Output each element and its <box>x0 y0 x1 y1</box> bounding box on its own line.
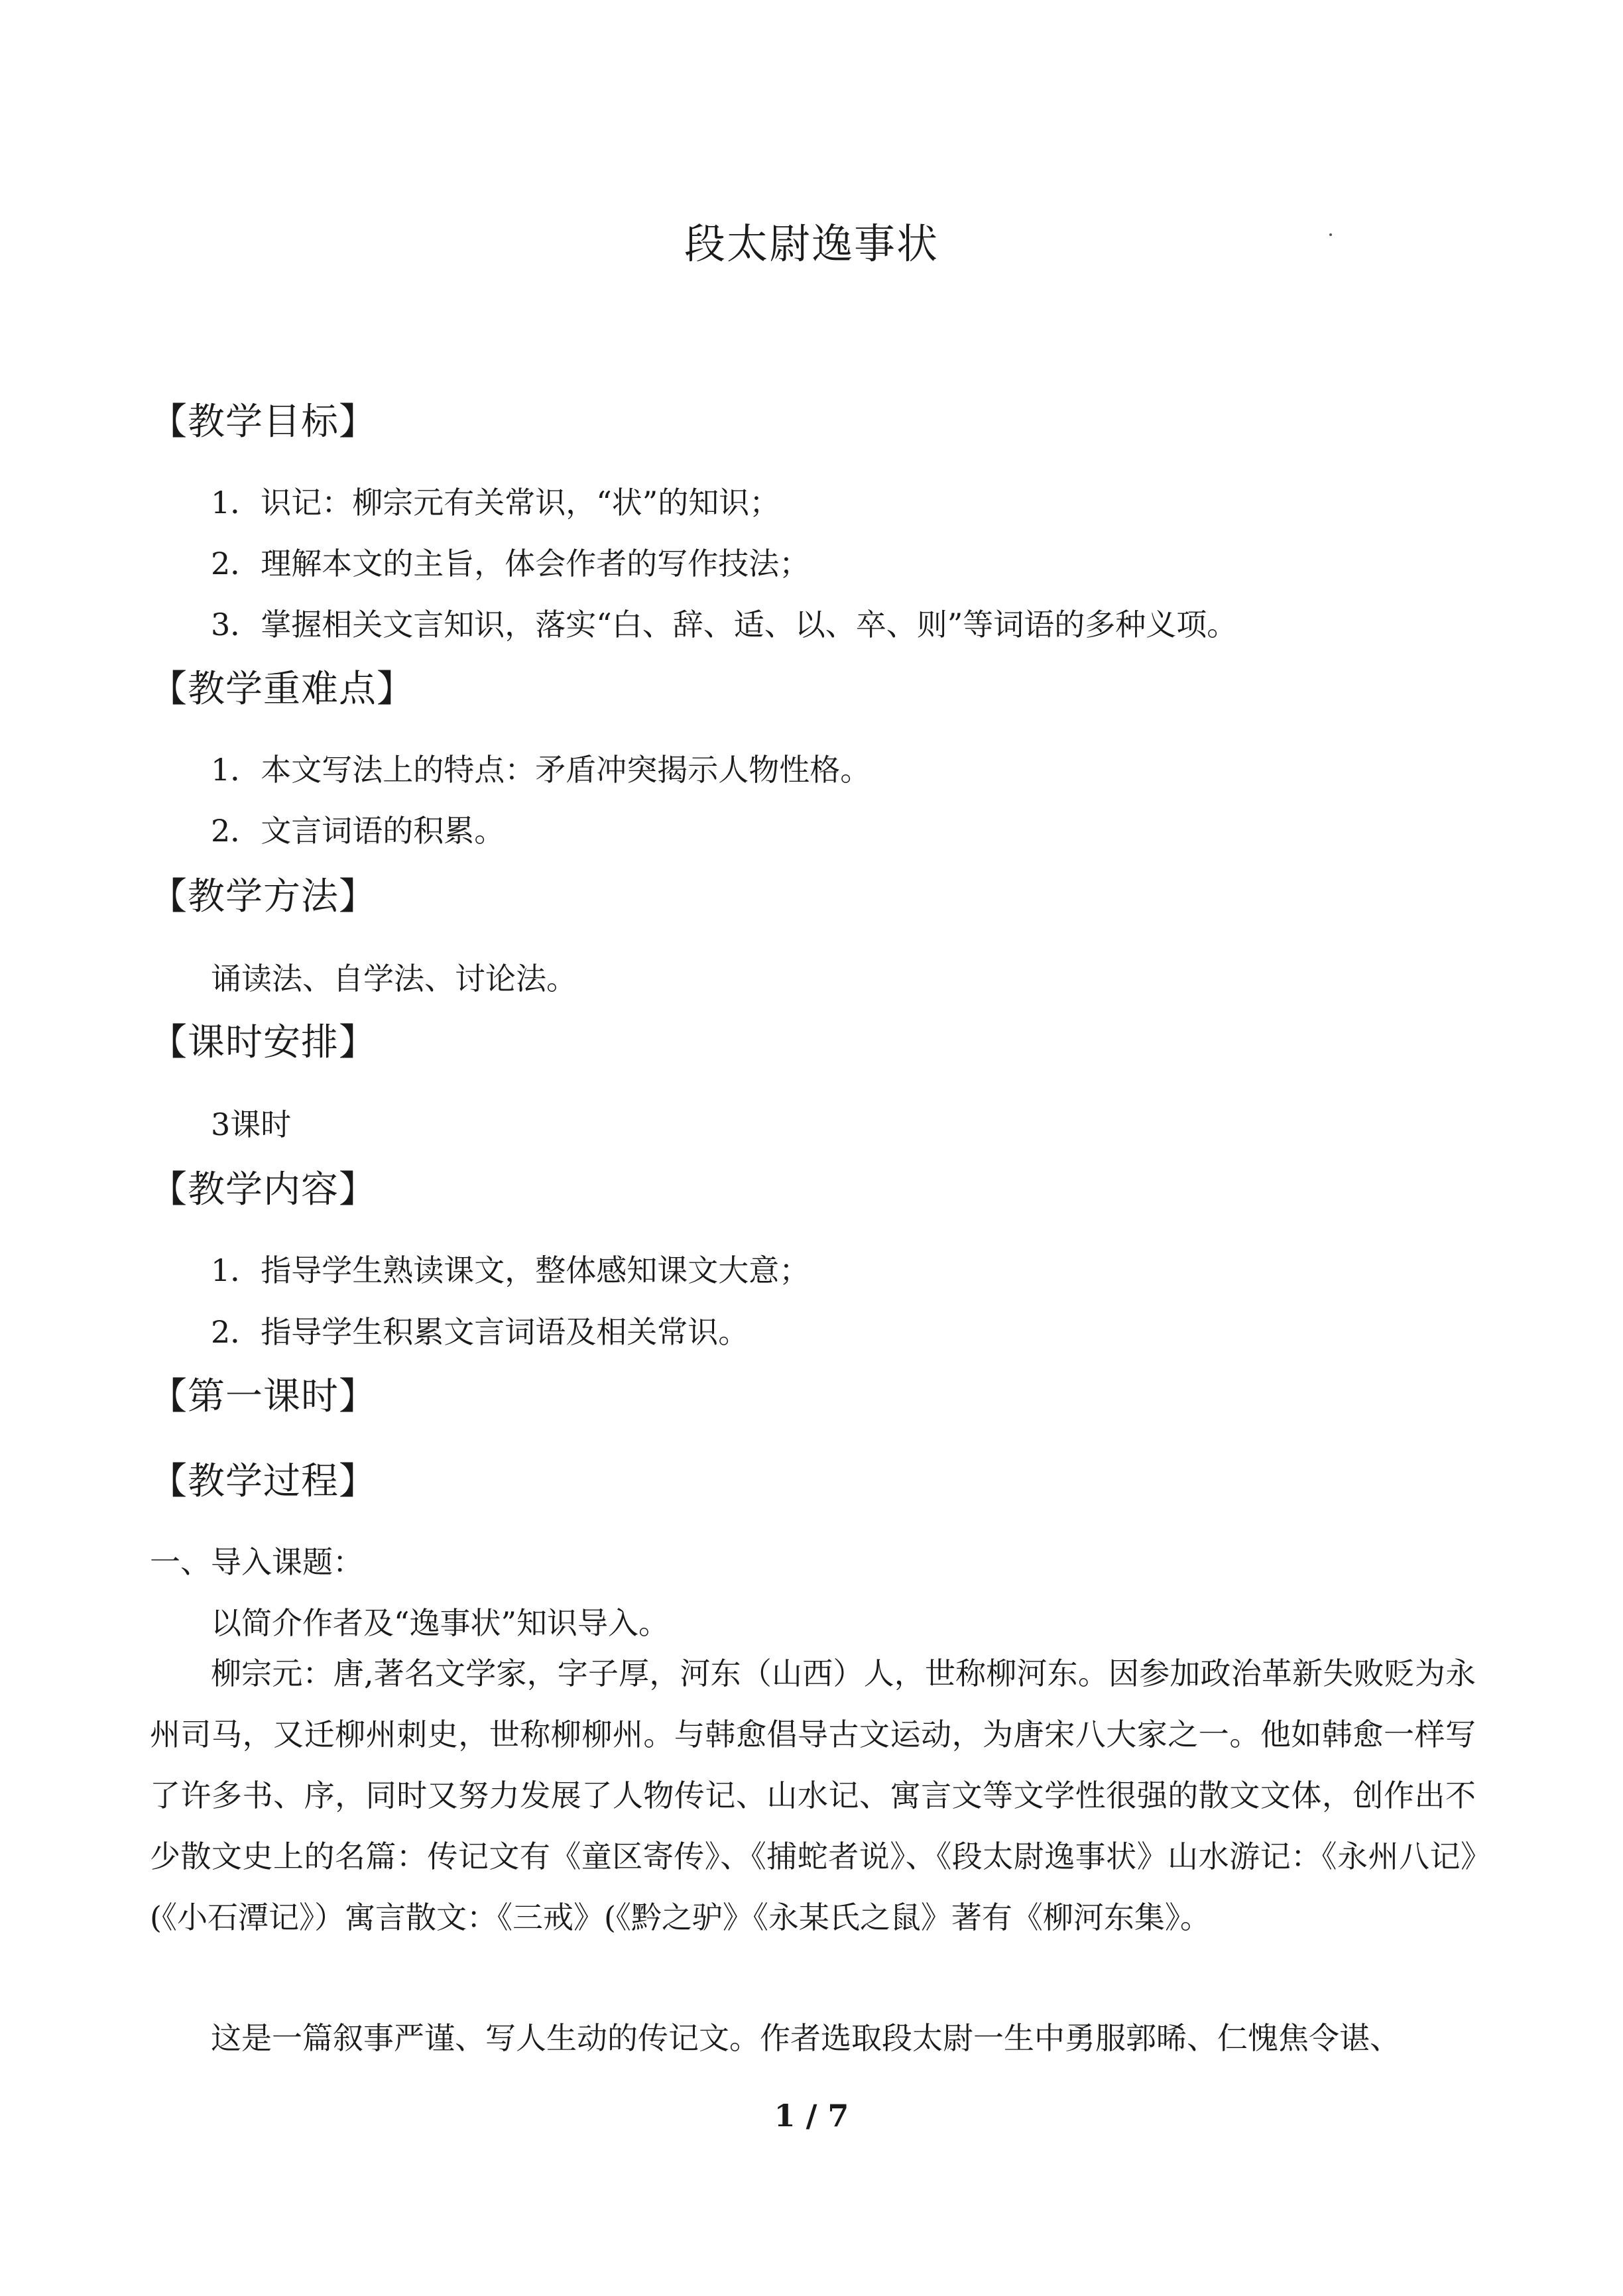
content-item-1: 1．指导学生熟读课文，整体感知课文大意； <box>211 1252 810 1288</box>
process-intro: 以简介作者及“逸事状”知识导入。 <box>211 1605 670 1641</box>
key-point-item-2: 2．文言词语的积累。 <box>211 813 505 849</box>
key-point-item-1: 1．本文写法上的特点：矛盾冲突揭示人物性格。 <box>211 752 871 788</box>
heading-methods: 【教学方法】 <box>150 875 377 918</box>
heading-content: 【教学内容】 <box>150 1168 377 1211</box>
content-item-2: 2．指导学生积累文言词语及相关常识。 <box>211 1314 749 1350</box>
methods-text: 诵读法、自学法、讨论法。 <box>211 961 577 997</box>
heading-key-points: 【教学重难点】 <box>150 668 414 711</box>
schedule-text: 3课时 <box>211 1107 292 1142</box>
heading-process: 【教学过程】 <box>150 1460 377 1503</box>
process-step-1: 一、导入课题： <box>150 1544 363 1580</box>
objective-item-1: 1．识记：柳宗元有关常识，“状”的知识； <box>211 485 780 520</box>
objective-item-3: 3．掌握相关文言知识，落实“白、辞、适、以、卒、则”等词语的多种义项。 <box>211 607 1238 642</box>
stray-dot <box>1329 233 1332 236</box>
author-paragraph: 柳宗元：唐,著名文学家，字子厚，河东（山西）人，世称柳河东。因参加政治革新失败贬为永州司马，又迁柳州刺史，世称柳柳州。与韩愈倡导古文运动，为唐宋八大家之一。他如韩愈一样写了许多书、序，同时又努力发展了人物传记、山水记、寓言文等文学性很强的散文文体，创作出不少散文史上的名篇：传记文有《童区寄传》、《捕蛇者说》、《段太尉逸事状》山水游记：《永州八记》(《小石潭记》）寓言散文：《三戒》(《黔之驴》《永某氏之鼠》著有《柳河东集》。 <box>150 1656 1476 1935</box>
summary-paragraph: 这是一篇叙事严谨、写人生动的传记文。作者选取段太尉一生中勇服郭晞、仁愧焦令谌、 <box>211 2020 1400 2056</box>
objective-item-2: 2．理解本文的主旨，体会作者的写作技法； <box>211 546 810 581</box>
page-number: 1 / 7 <box>774 2098 849 2134</box>
heading-schedule: 【课时安排】 <box>150 1021 377 1064</box>
heading-first-lesson: 【第一课时】 <box>150 1375 377 1418</box>
document-title: 段太尉逸事状 <box>684 219 939 268</box>
heading-objectives: 【教学目标】 <box>150 400 377 444</box>
